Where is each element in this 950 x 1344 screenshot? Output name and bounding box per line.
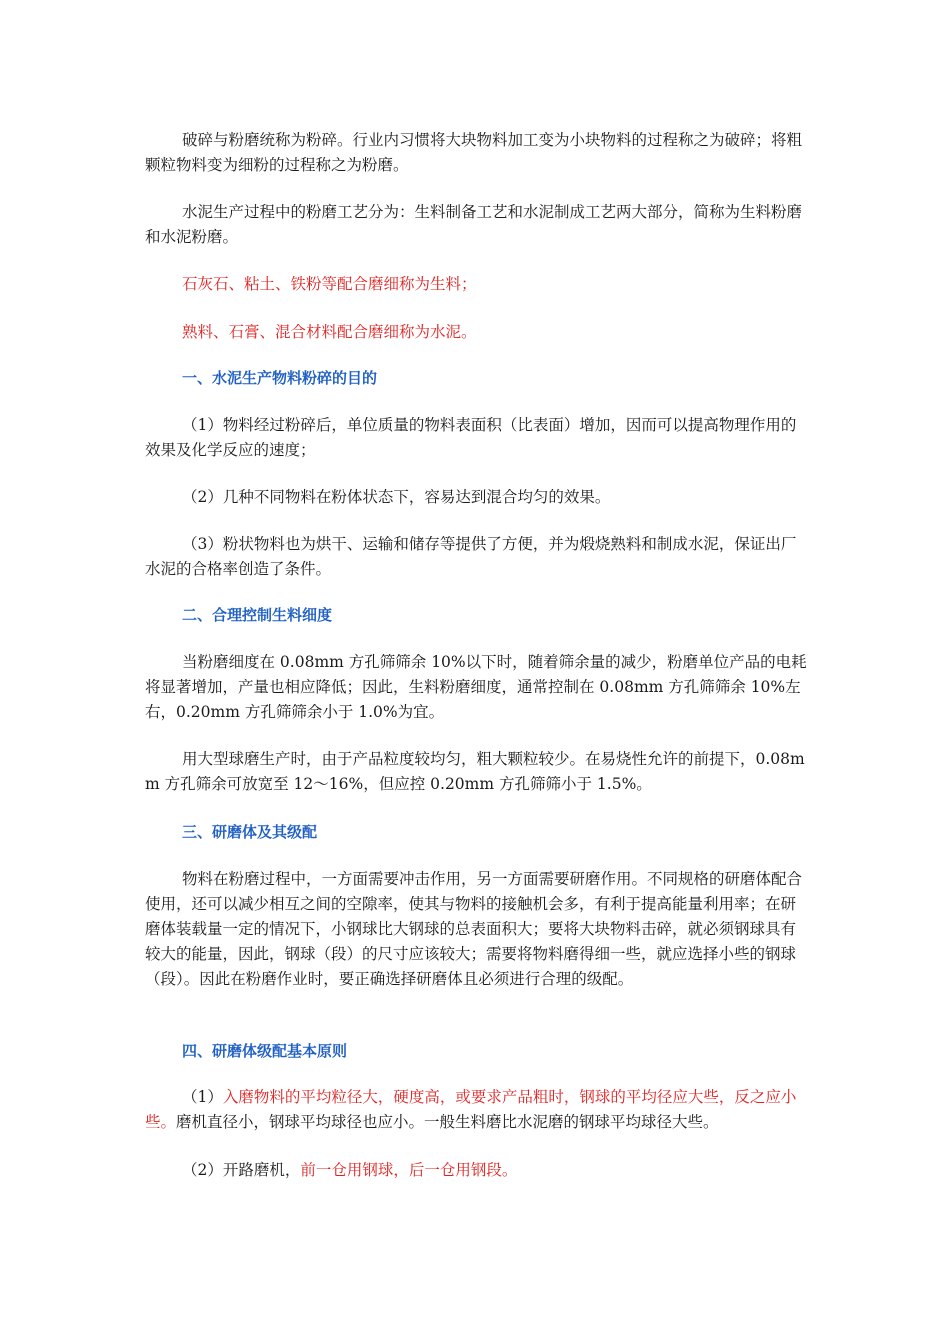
intro-paragraph: 破碎与粉磨统称为粉碎。行业内习惯将大块物料加工变为小块物料的过程称之为破碎；将粗颗粒物料变为细粉的过程称之为粉磨。 (145, 131, 803, 174)
section-heading-3: 三、研磨体及其级配 (182, 823, 318, 841)
raw-meal-definition: 石灰石、粘土、铁粉等配合磨细称为生料； (182, 275, 477, 293)
cement-definition: 熟料、石膏、混合材料配合磨细称为水泥。 (182, 323, 477, 341)
section-heading-4: 四、研磨体级配基本原则 (182, 1042, 348, 1060)
section2-paragraph-2: 用大型球磨生产时，由于产品粒度较均匀，粗大颗粒较少。在易烧性允许的前提下，0.08mm 方孔筛余可放宽至 12～16%，但应控 0.20mm 方孔筛筛小于 1.5%。 (145, 750, 805, 793)
section4-item-1 (145, 1085, 810, 1135)
section-heading-2: 二、合理控制生料细度 (182, 606, 333, 624)
section4-item2-prefix: （2）开路磨机， (182, 1161, 301, 1179)
section-heading-1: 一、水泥生产物料粉碎的目的 (182, 369, 378, 387)
section3-paragraph: 物料在粉磨过程中，一方面需要冲击作用，另一方面需要研磨作用。不同规格的研磨体配合使用，还可以减少相互之间的空隙率，使其与物料的接触机会多，有利于提高能量利用率；在研磨体装载量一定的情况下，小钢球比大钢球的总表面积大；要将大块物料击碎，就必须钢球具有较大的能量，因此，钢球（段）的尺寸应该较大；需要将物料磨得细一些，就应选择小些的钢球（段）。因此在粉磨作业时，要正确选择研磨体且必须进行合理的级配。 (145, 870, 803, 988)
section2-paragraph-1: 当粉磨细度在 0.08mm 方孔筛筛余 10%以下时，随着筛余量的减少，粉磨单位产品的电耗将显著增加，产量也相应降低；因此，生料粉磨细度，通常控制在 0.08mm 方孔筛筛余 10%左右，0.20mm 方孔筛筛余小于 1.0%为宜。 (145, 653, 807, 721)
section4-item1-prefix: （1） (182, 1088, 223, 1106)
section4-item1-highlight: 入磨物料的平均粒径大，硬度高，或要求产品粗时，钢球的平均径应大些，反之应小些。 (145, 1088, 797, 1131)
section1-item-1: （1）物料经过粉碎后，单位质量的物料表面积（比表面）增加，因而可以提高物理作用的效果及化学反应的速度； (145, 416, 797, 459)
section4-item2-highlight: 前一仓用钢球，后一仓用钢段。 (300, 1161, 518, 1179)
section1-item-3: （3）粉状物料也为烘干、运输和储存等提供了方便，并为煅烧熟料和制成水泥，保证出厂水泥的合格率创造了条件。 (145, 535, 797, 578)
section4-item1-rest: 磨机直径小，钢球平均球径也应小。一般生料磨比水泥磨的钢球平均球径大些。 (176, 1113, 719, 1131)
section1-item-2: （2）几种不同物料在粉体状态下，容易达到混合均匀的效果。 (182, 488, 611, 506)
section4-item-2 (145, 1158, 810, 1183)
process-paragraph: 水泥生产过程中的粉磨工艺分为：生料制备工艺和水泥制成工艺两大部分，简称为生料粉磨和水泥粉磨。 (145, 203, 803, 246)
